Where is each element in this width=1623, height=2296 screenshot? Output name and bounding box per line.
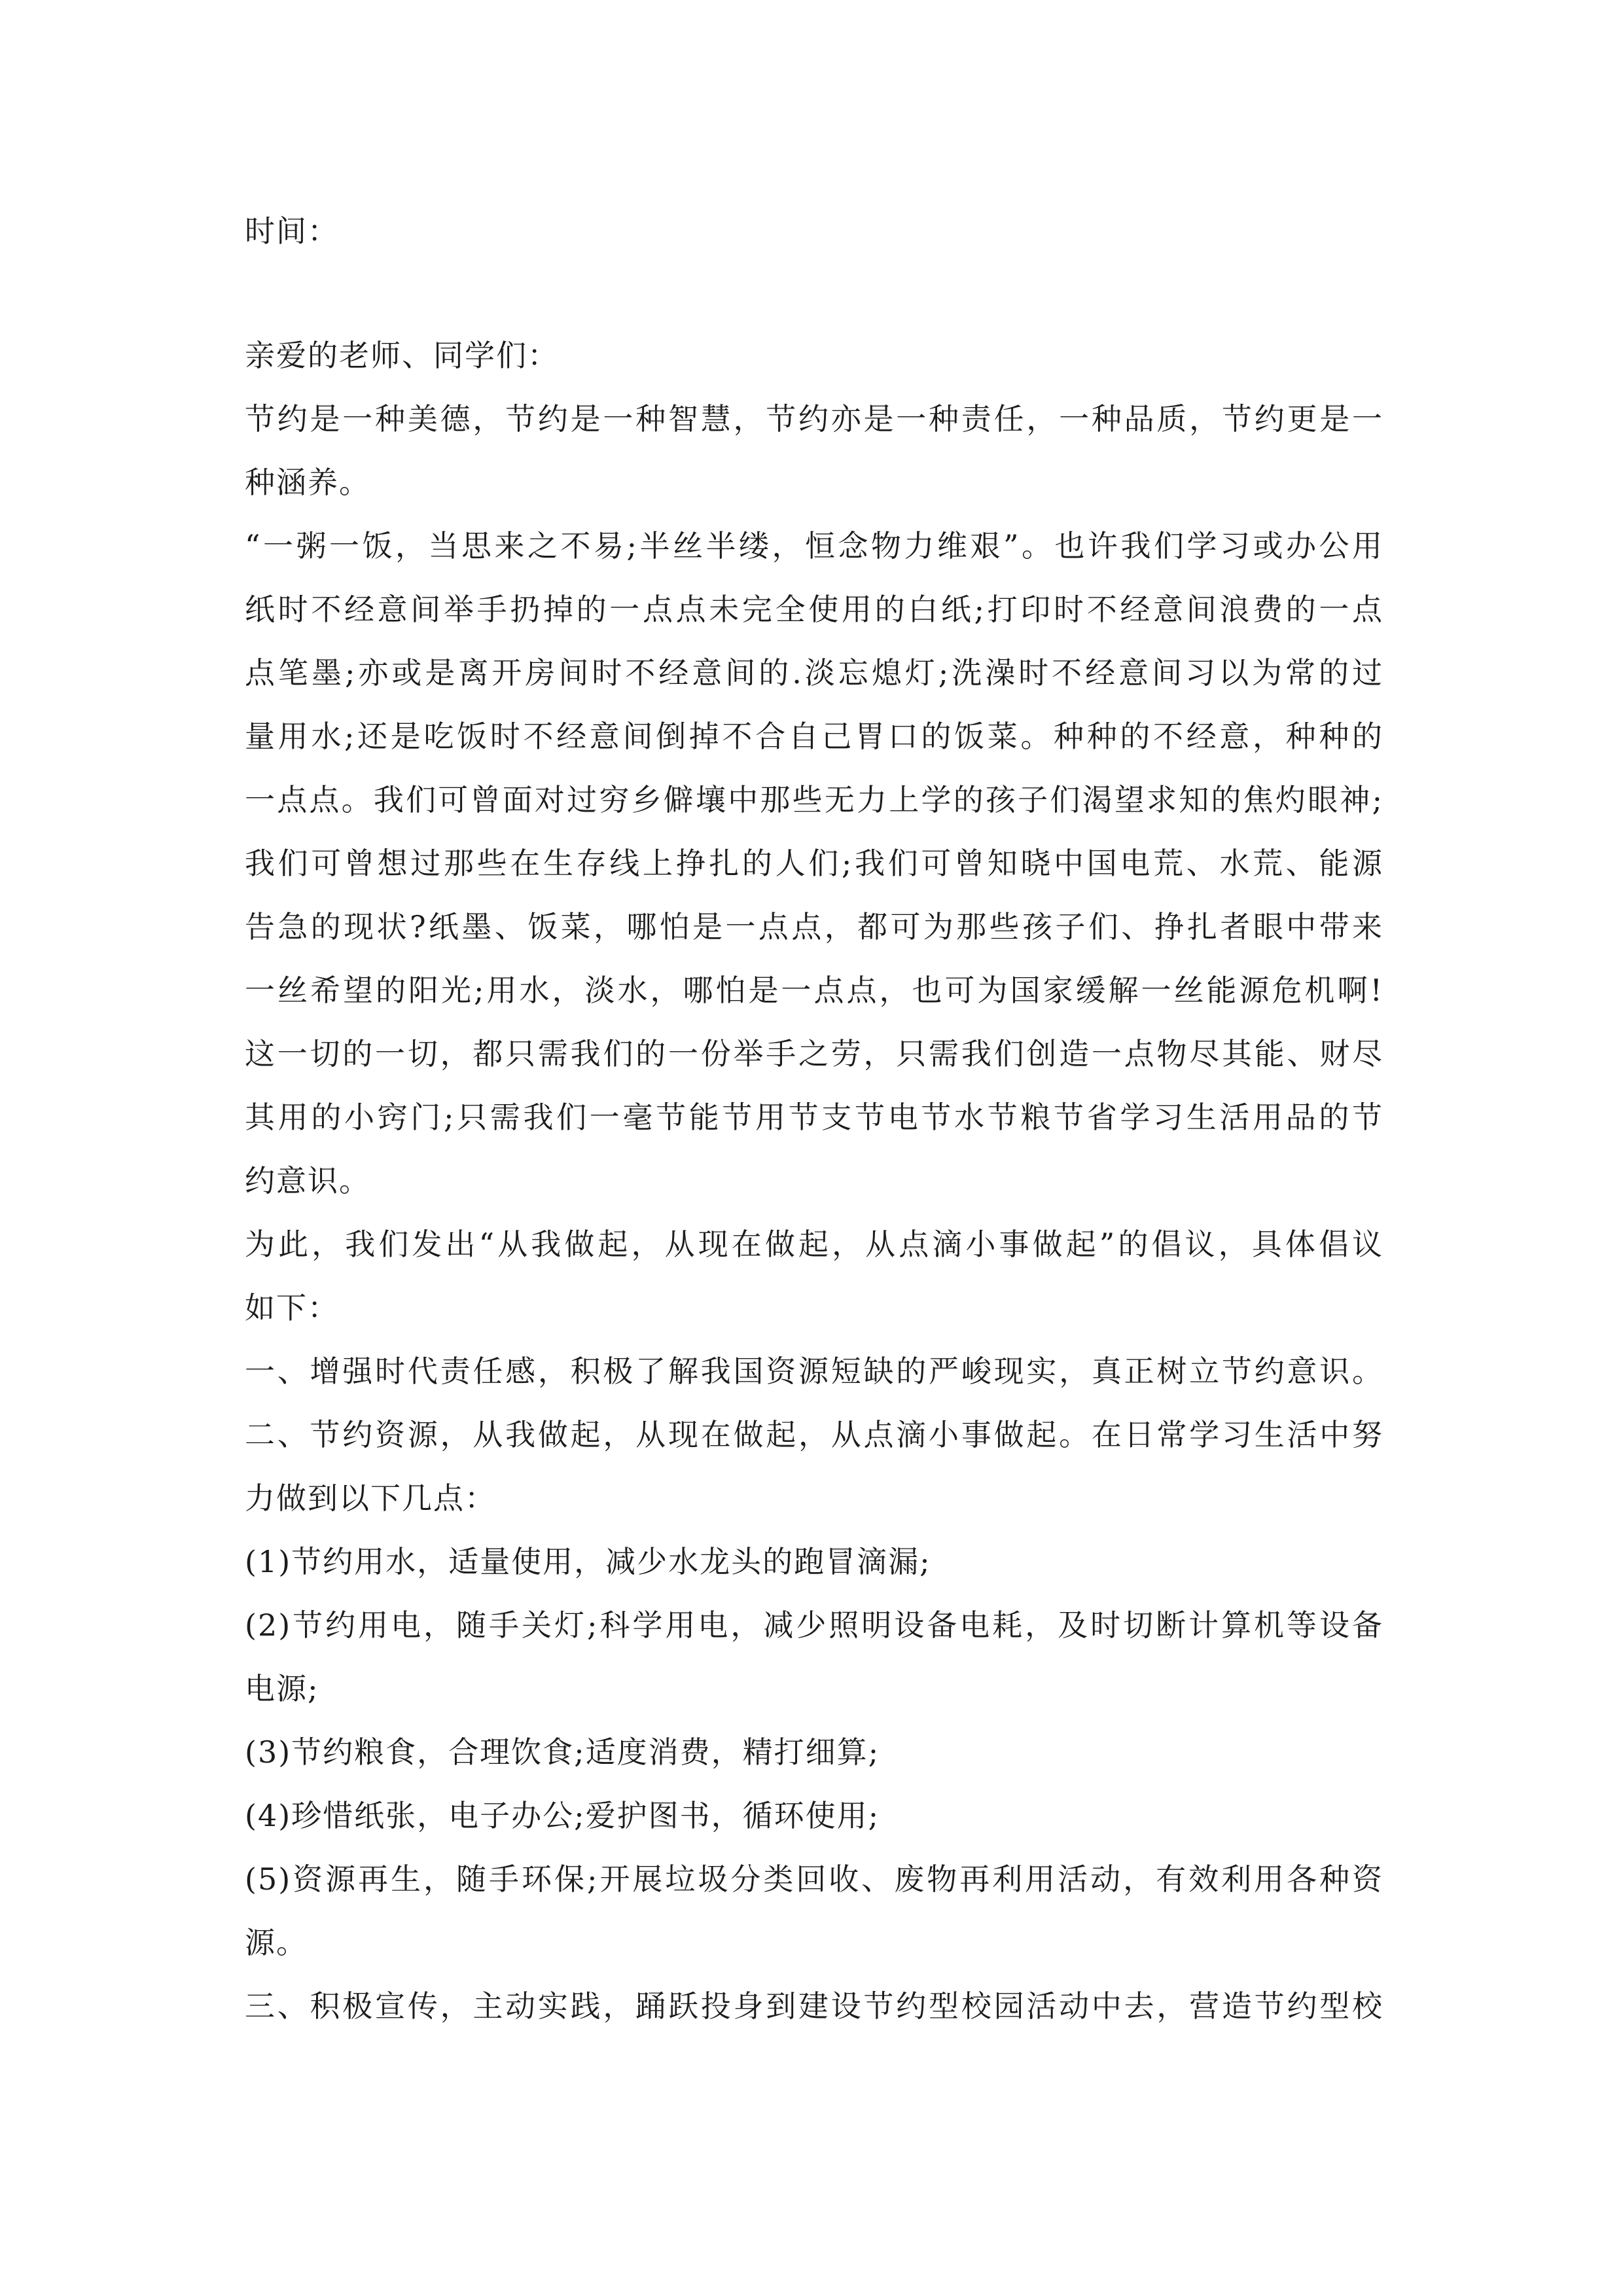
body-line: 量用水;还是吃饭时不经意间倒掉不合自己胃口的饭菜。种种的不经意，种种的 [245,719,1383,754]
list-item: (2)节约用电，随手关灯;科学用电，减少照明设备电耗，及时切断计算机等设备 [245,1607,1383,1643]
list-item: (4)珍惜纸张，电子办公;爱护图书，循环使用; [245,1798,880,1833]
body-line: 这一切的一切，都只需我们的一份举手之劳，只需我们创造一点物尽其能、财尽 [245,1036,1383,1071]
body-line: 节约是一种美德，节约是一种智慧，节约亦是一种责任，一种品质，节约更是一 [245,401,1383,437]
body-line: 一点点。我们可曾面对过穷乡僻壤中那些无力上学的孩子们渴望求知的焦灼眼神; [245,782,1383,817]
list-item: 电源; [245,1671,319,1706]
body-line: 一丝希望的阳光;用水，淡水，哪怕是一点点，也可为国家缓解一丝能源危机啊! [245,973,1383,1008]
time-line [245,200,1383,263]
list-item: (1)节约用水，适量使用，减少水龙头的跑冒滴漏; [245,1544,931,1579]
time-label: 时间： [245,213,339,249]
body-line: 二、节约资源，从我做起，从现在做起，从点滴小事做起。在日常学习生活中努 [245,1417,1383,1452]
body-line: “一粥一饭，当思来之不易;半丝半缕，恒念物力维艰”。也许我们学习或办公用 [245,528,1383,564]
body-line: 一、增强时代责任感，积极了解我国资源短缺的严峻现实，真正树立节约意识。 [245,1354,1383,1389]
body-line: 告急的现状?纸墨、饭菜，哪怕是一点点，都可为那些孩子们、挣扎者眼中带来 [245,909,1383,944]
body-line: 三、积极宣传，主动实践，踊跃投身到建设节约型校园活动中去，营造节约型校 [245,1988,1383,2024]
list-item: (5)资源再生，随手环保;开展垃圾分类回收、废物再利用活动，有效利用各种资 [245,1861,1383,1897]
body-line: 约意识。 [245,1163,370,1198]
body-line: 种涵养。 [245,465,370,500]
body-line: 为此，我们发出“从我做起，从现在做起，从点滴小事做起”的倡议，具体倡议 [245,1227,1383,1262]
list-item: 源。 [245,1925,308,1960]
body-line: 纸时不经意间举手扔掉的一点点未完全使用的白纸;打印时不经意间浪费的一点 [245,592,1383,627]
salutation: 亲爱的老师、同学们： [245,338,559,373]
body-line: 如下： [245,1290,339,1325]
body-line: 点笔墨;亦或是离开房间时不经意间的.淡忘熄灯;洗澡时不经意间习以为常的过 [245,655,1383,691]
letter-body [245,324,1383,2038]
list-item: (3)节约粮食，合理饮食;适度消费，精打细算; [245,1734,880,1770]
body-line: 我们可曾想过那些在生存线上挣扎的人们;我们可曾知晓中国电荒、水荒、能源 [245,846,1383,881]
body-line: 力做到以下几点： [245,1480,496,1516]
body-line: 其用的小窍门;只需我们一毫节能节用节支节电节水节粮节省学习生活用品的节 [245,1100,1383,1135]
